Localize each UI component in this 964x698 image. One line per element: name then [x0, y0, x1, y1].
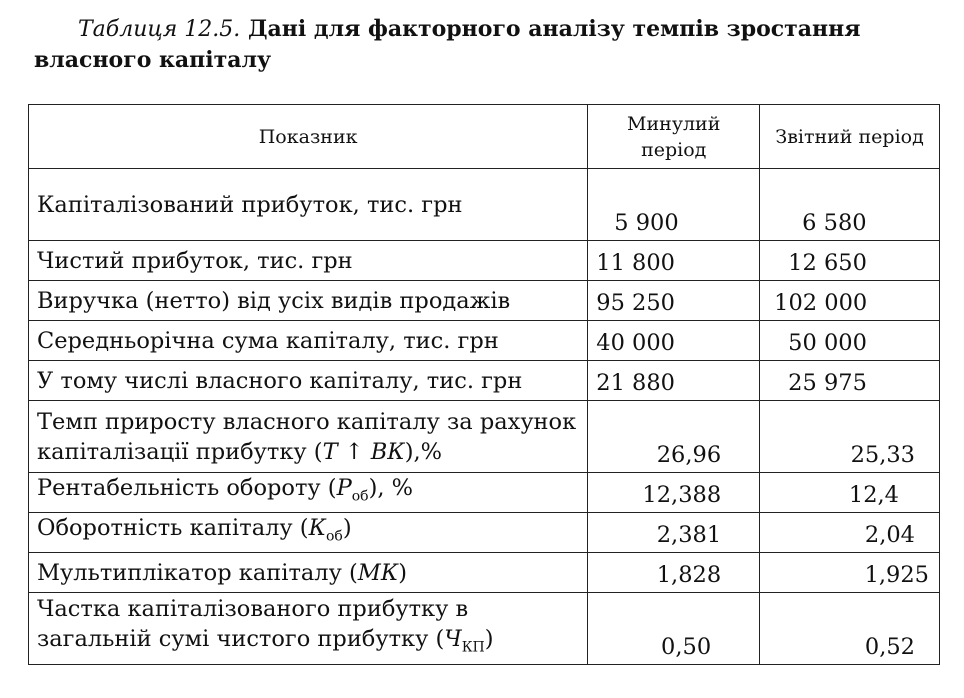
formula-symbol: Р: [336, 475, 352, 502]
value-previous: 26,96: [588, 401, 760, 473]
row-label: Частка капіталізованого прибутку в загальній сумі чистого прибутку $(Ч_{КП})$: [29, 593, 588, 665]
header-indicator: Показник: [29, 105, 588, 169]
row-label: Темп приросту власного капіталу за рахунок капіталізації прибутку (Т ↑ ВК),%: [29, 401, 588, 473]
value-previous: 5 900: [588, 169, 760, 241]
value-current: 102 000: [760, 281, 940, 321]
formula-symbol: К: [308, 515, 326, 542]
row-label: Виручка (нетто) від усіх видів продажів: [29, 281, 588, 321]
header-current-period: Звітний період: [760, 105, 940, 169]
row-label: Середньорічна сума капіталу, тис. грн: [29, 321, 588, 361]
formula-symbol: МК: [357, 559, 399, 586]
value-current: 12,4: [760, 473, 940, 513]
table-row: [29, 473, 940, 513]
value-current: 6 580: [760, 169, 940, 241]
caption-title: Дані для факторного аналізу темпів зростання власного капіталу: [34, 16, 861, 73]
table-row: [29, 241, 940, 281]
value-previous: 21 880: [588, 361, 760, 401]
table-header-row: [29, 105, 940, 169]
value-current: 25,33: [760, 401, 940, 473]
value-previous: 95 250: [588, 281, 760, 321]
value-previous: 40 000: [588, 321, 760, 361]
value-previous: 0,50: [588, 593, 760, 665]
table-row: [29, 553, 940, 593]
value-current: 25 975: [760, 361, 940, 401]
table-row: [29, 513, 940, 553]
table-row: [29, 321, 940, 361]
formula-symbol: Т ↑ ВК: [322, 438, 405, 465]
value-previous: 12,388: [588, 473, 760, 513]
table-caption: [34, 14, 944, 75]
value-current: 2,04: [760, 513, 940, 553]
row-label: Рентабельність обороту $(Р_{об})$, %: [29, 473, 588, 513]
row-label: Капіталізований прибуток, тис. грн: [29, 169, 588, 241]
value-previous: 2,381: [588, 513, 760, 553]
table-row: [29, 169, 940, 241]
table-row: [29, 593, 940, 665]
value-previous: 11 800: [588, 241, 760, 281]
caption-label: Таблиця 12.5.: [78, 17, 241, 42]
header-previous-period: Минулий період: [588, 105, 760, 169]
row-label: Оборотність капіталу $(К_{об})$: [29, 513, 588, 553]
row-label: Мультиплікатор капіталу (МК): [29, 553, 588, 593]
table-row: [29, 281, 940, 321]
factor-analysis-table: [28, 104, 940, 665]
row-label: У тому числі власного капіталу, тис. грн: [29, 361, 588, 401]
value-current: 50 000: [760, 321, 940, 361]
value-current: 0,52: [760, 593, 940, 665]
value-current: 1,925: [760, 553, 940, 593]
row-label: Чистий прибуток, тис. грн: [29, 241, 588, 281]
table-row: [29, 361, 940, 401]
value-current: 12 650: [760, 241, 940, 281]
value-previous: 1,828: [588, 553, 760, 593]
table-row: [29, 401, 940, 473]
formula-symbol: Ч: [444, 626, 462, 653]
